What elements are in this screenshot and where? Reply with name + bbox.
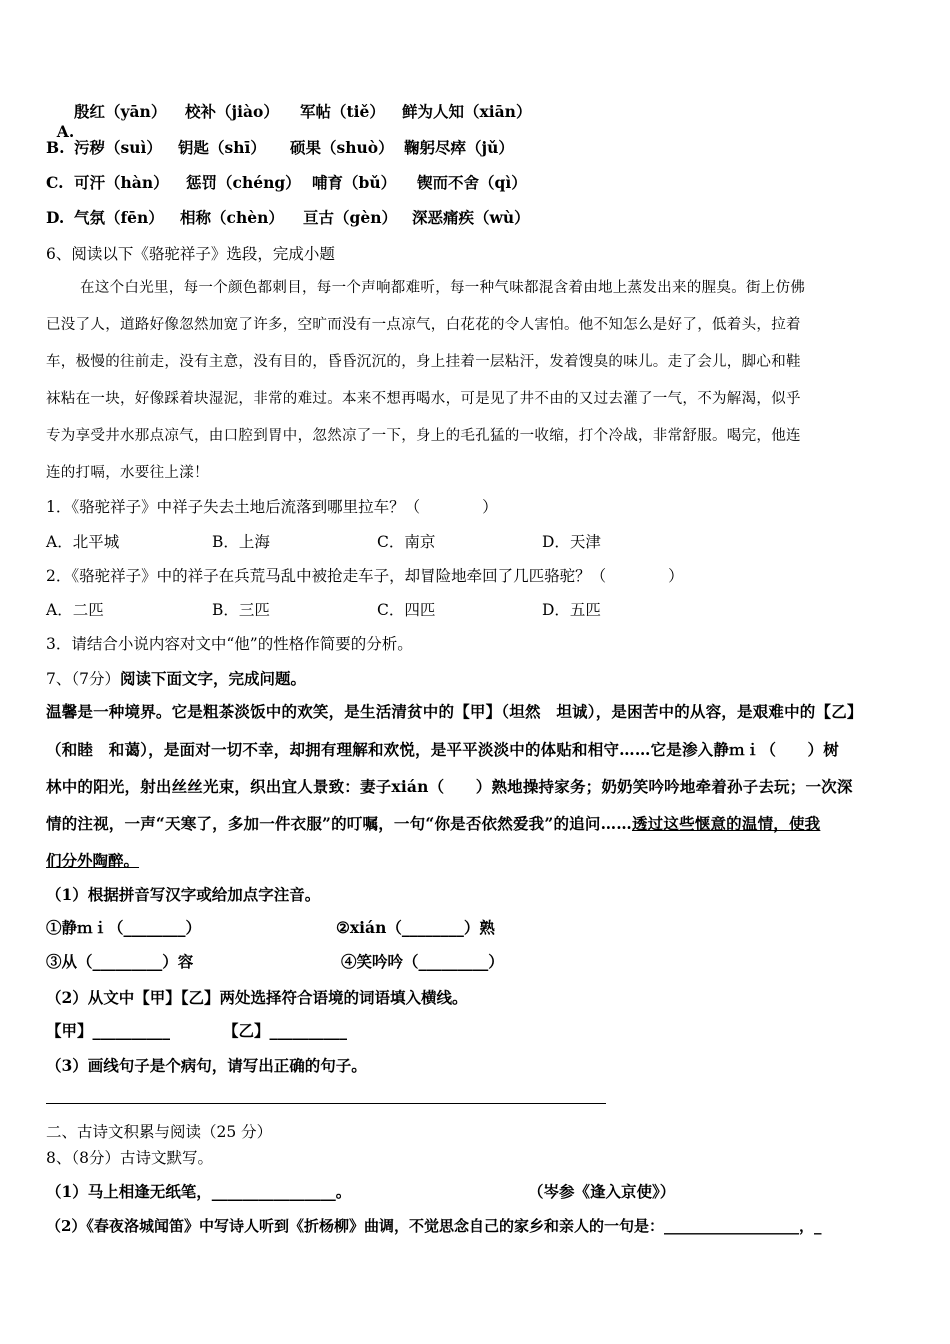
q5-d-1: 气氛（fēn） xyxy=(74,208,164,227)
underlined-sentence-part-1: 透过这些惬意的温情，使我 xyxy=(631,814,821,833)
q5-b-1: 污秽（suì） xyxy=(74,138,162,157)
q5-c-3: 哺育（bǔ） xyxy=(312,173,397,192)
fill-3[interactable]: ③从（_________）容 xyxy=(46,952,194,971)
q5-c-4: 锲而不舍（qì） xyxy=(417,173,527,192)
q6-sub1-question: 1．《骆驼祥子》中祥子失去土地后流落到哪里拉车？（ ） xyxy=(46,498,498,516)
q5-c-1: 可汗（hàn） xyxy=(74,173,169,192)
q6-sub2-opt-b: B．三匹 xyxy=(212,601,270,619)
passage-line-5: 专为享受井水那点凉气，由口腔到胃中，忽然凉了一下，身上的毛孔猛的一收缩，打个冷战，非常舒服。喝完，他连 xyxy=(46,428,801,444)
section-2-heading: 二、古诗文积累与阅读（25 分） xyxy=(46,1123,273,1141)
q8-line-2[interactable]: （2）《春夜洛城闻笛》中写诗人听到《折杨柳》曲调，不觉思念自己的家乡和亲人的一句是：__________________，_ xyxy=(46,1217,822,1235)
q5-option-d: D. xyxy=(46,208,65,227)
fill-1[interactable]: ①静ｍｉ（________） xyxy=(46,918,202,937)
q7-score: 7、（7分） xyxy=(46,670,120,688)
q5-a-1: 殷红（yān） xyxy=(74,102,167,121)
fill-2[interactable]: ②xián（________）熟 xyxy=(336,918,495,937)
q5-a-4: 鲜为人知（xiān） xyxy=(402,102,532,121)
passage-line-2: 已没了人，道路好像忽然加宽了许多，空旷而没有一点凉气，白花花的令人害怕。他不知怎么是好了，低着头，拉着 xyxy=(46,317,801,333)
q5-b-2: 钥匙（shī） xyxy=(178,138,266,157)
q5-d-3: 亘古（gèn） xyxy=(303,208,397,227)
q6-sub3: 3．请结合小说内容对文中“他”的性格作简要的分析。 xyxy=(46,635,413,653)
passage-line-6: 连的打嗝，水要往上漾！ xyxy=(46,465,209,481)
q5-d-4: 深恶痛疾（wù） xyxy=(412,208,530,227)
q5-c-2: 惩罚（chéng） xyxy=(186,173,301,192)
q6-sub1-opt-d: D．天津 xyxy=(542,533,601,551)
q6-sub2-opt-a: A．二匹 xyxy=(46,601,104,619)
q6-sub1-opt-c: C．南京 xyxy=(377,533,436,551)
q8-line-1[interactable]: （1）马上相逢无纸笔，________________。 xyxy=(46,1182,352,1201)
q5-option-a: A. xyxy=(56,122,75,141)
q5-a-3: 军帖（tiě） xyxy=(300,102,385,121)
q7-title: 阅读下面文字，完成问题。 xyxy=(119,669,306,688)
q6-sub2-opt-d: D．五匹 xyxy=(542,601,601,619)
q6-sub2-opt-c: C．四匹 xyxy=(377,601,436,619)
q6-title: 6、阅读以下《骆驼祥子》选段，完成小题 xyxy=(46,245,335,263)
q5-a-2: 校补（jiào） xyxy=(185,102,279,121)
q7-para-line-4-text: 情的注视，一声“天寒了，多加一件衣服”的叮嘱，一句“你是否依然爱我”的追问…… xyxy=(46,814,632,833)
fill-yi[interactable]: 【乙】__________ xyxy=(223,1021,348,1040)
q7-para-line-2: （和睦 和蔼），是面对一切不幸，却拥有理解和欢悦，是平平淡淡中的体贴和相守……它是渗入静ｍｉ（ ）树 xyxy=(46,740,839,759)
q8-line-1-source: （岑参《逢入京使》） xyxy=(528,1182,676,1201)
q7-para-line-4 xyxy=(46,814,820,834)
answer-line[interactable] xyxy=(46,1103,606,1104)
q6-sub1-opt-a: A．北平城 xyxy=(46,533,120,551)
fill-4[interactable]: ④笑吟吟（_________） xyxy=(341,952,504,971)
q6-sub2-question: 2．《骆驼祥子》中的祥子在兵荒马乱中被抢走车子，却冒险地牵回了几匹骆驼？（ ） xyxy=(46,567,684,585)
q8-title-text: 8、（8分）古诗文默写。 xyxy=(46,1149,213,1167)
q7-para-line-3: 林中的阳光，射出丝丝光束，织出宜人景致：妻子xián（ ）熟地操持家务；奶奶笑吟吟地牵着孙子去玩；一次深 xyxy=(46,777,853,796)
passage-line-1: 在这个白光里，每一个颜色都刺目，每一个声响都难听，每一种气味都混含着由地上蒸发出来的腥臭。街上仿佛 xyxy=(80,280,806,296)
q5-option-b: B. xyxy=(46,138,65,157)
q5-d-2: 相称（chèn） xyxy=(180,208,284,227)
q8-title xyxy=(46,1148,213,1168)
q5-b-3: 硕果（shuò） xyxy=(290,138,394,157)
q5-option-c: C. xyxy=(46,173,64,192)
passage-line-3: 车，极慢的往前走，没有主意，没有目的，昏昏沉沉的，身上挂着一层粘汗，发着馊臭的味儿。走了会儿，脚心和鞋 xyxy=(46,354,801,370)
passage-line-4: 袜粘在一块，好像踩着块湿泥，非常的难过。本来不想再喝水，可是见了井不由的又过去灌了一气，不为解渴，似乎 xyxy=(46,391,801,407)
q7-sub3: （3）画线句子是个病句，请写出正确的句子。 xyxy=(46,1056,367,1075)
fill-jia[interactable]: 【甲】__________ xyxy=(46,1021,171,1040)
underlined-sentence-part-2: 们分外陶醉。 xyxy=(46,851,140,870)
q7-sub2: （2）从文中【甲】【乙】两处选择符合语境的词语填入横线。 xyxy=(46,988,468,1007)
q5-b-4: 鞠躬尽瘁（jǔ） xyxy=(404,138,514,157)
q6-sub1-opt-b: B．上海 xyxy=(212,533,270,551)
q7-heading xyxy=(46,669,306,689)
q7-para-line-1: 温馨是一种境界。它是粗茶淡饭中的欢笑，是生活清贫中的【甲】（坦然 坦诚），是困苦中的从容，是艰难中的【乙】 xyxy=(46,702,863,721)
q7-sub1: （1）根据拼音写汉字或给加点字注音。 xyxy=(46,885,321,904)
